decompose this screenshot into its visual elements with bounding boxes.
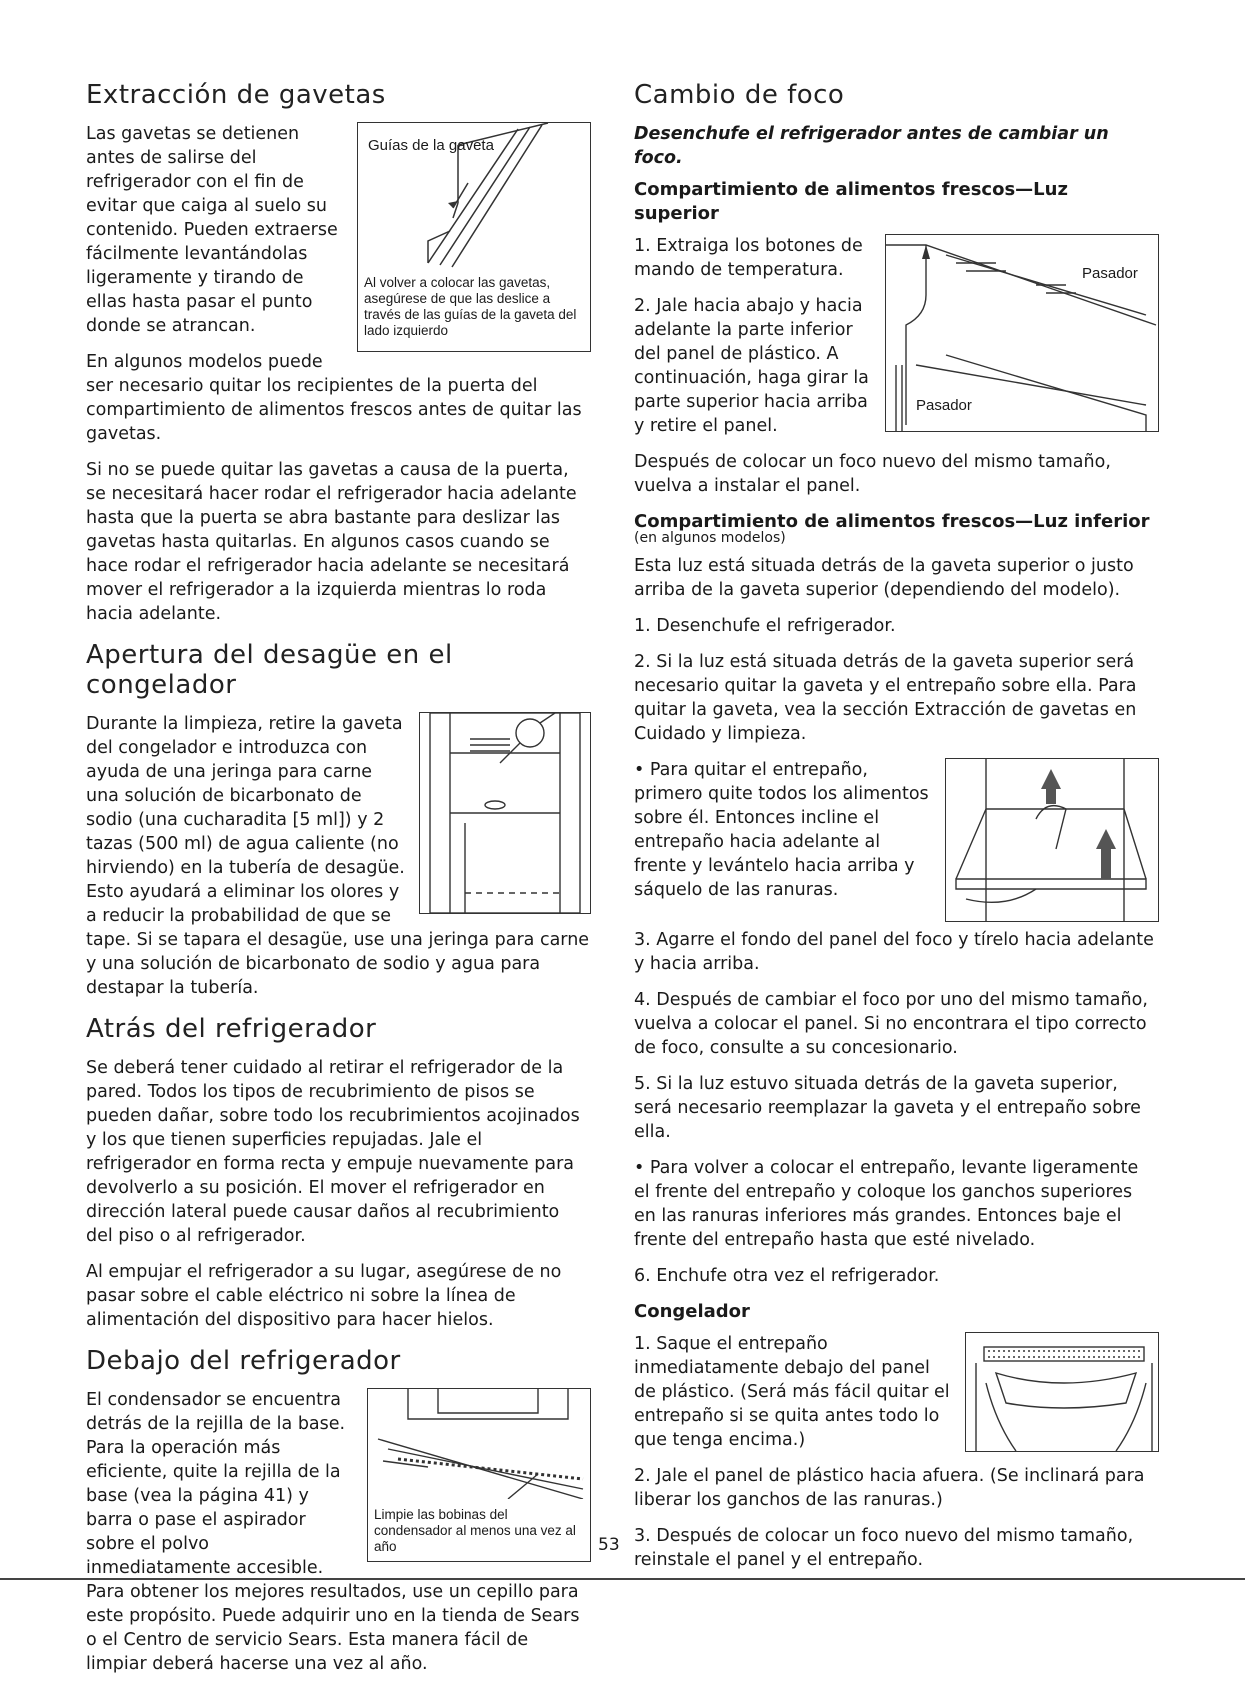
condenser-figure	[367, 1388, 591, 1562]
drawer-guides-figure	[357, 122, 591, 352]
lower-step-1: 1. Desenchufe el refrigerador.	[634, 616, 896, 636]
lower-bullet-1: • Para quitar el entrepaño, primero quite todos los alimentos sobre él. Entonces incline el entrepaño hacia adelante al frente y levántelo hacia arriba y sáquelo de las ranuras.	[634, 760, 929, 900]
upper-after-text: Después de colocar un foco nuevo del mismo tamaño, vuelva a instalar el panel.	[634, 452, 1111, 496]
drain-syringe-illustration	[420, 713, 590, 913]
upper-light-heading: Compartimiento de alimentos frescos—Luz superior	[634, 179, 1068, 224]
freezer-step-3: 3. Después de colocar un foco nuevo del mismo tamaño, reinstale el panel y el entrepaño.	[634, 1526, 1134, 1570]
drain-paragraph-1: Durante la limpieza, retire la gaveta del congelador e introduzca con ayuda de una jeringa para carne una solución de bicarbonato de sodio (una cucharadita [5 ml]) y 2 tazas (500 ml) de agua caliente (no hirviendo) en la tubería de desagüe. Esto ayudará a eliminar los olores y a reducir la probabilidad de que se tape. Si se tapara el desagüe, use una jeringa para carne y una solución de bicarbonato de sodio y agua para destapar la tubería.	[86, 714, 590, 998]
freezer-step-1: 1. Saque el entrepaño inmediatamente debajo del panel de plástico. (Será más fácil quitar el entrepaño si se quita antes todo lo que tenga encima.)	[634, 1334, 950, 1450]
upper-light-figure	[885, 234, 1159, 432]
drawers-paragraph-1: Las gavetas se detienen antes de salirse del refrigerador con el fin de evitar que caiga al suelo su contenido. Pueden extraerse fácilmente levantándolas ligeramente y tirando de ellas hasta pasar el punto donde se atrancan.	[86, 124, 338, 336]
behind-paragraph-1: Se deberá tener cuidado al retirar el refrigerador de la pared. Todos los tipos de recubrimiento de pisos se pueden dañar, sobre todo los recubrimientos acojinados y los que tienen superficies repujadas. Jale el refrigerador en forma recta y empuje nuevamente para devolverlo a su posición. El mover el refrigerador en dirección lateral puede causar daños al recubrimiento del piso o al refrigerador.	[86, 1058, 580, 1246]
lower-step-5: 5. Si la luz estuvo situada detrás de la gaveta superior, será necesario reemplazar la gaveta y el entrepaño sobre ella.	[634, 1074, 1141, 1142]
upper-step-1: 1. Extraiga los botones de mando de temperatura.	[634, 236, 863, 280]
drawers-paragraph-3: Si no se puede quitar las gavetas a causa de la puerta, se necesitará hacer rodar el refrigerador hacia adelante hasta que la puerta se abra bastante para deslizar las gavetas hasta quitarlas. En algunos casos cuando se hace rodar el refrigerador hacia adelante se necesitará mover el refrigerador a la izquierda mientras lo roda hacia adelante.	[86, 460, 577, 624]
right-column	[634, 80, 1159, 1584]
drain-figure	[419, 712, 591, 914]
freezer-shelf-illustration	[966, 1333, 1158, 1451]
shelf-removal-figure	[945, 758, 1159, 922]
shelf-removal-illustration	[946, 759, 1158, 921]
section-title-drain: Apertura del desagüe en el congelador	[86, 640, 453, 700]
under-paragraph-1: El condensador se encuentra detrás de la rejilla de la base. Para la operación más eficiente, quite la rejilla de la base (vea la página 41) y barra o pase el aspirador sobre el polvo inmediatamente accesible. Para obtener los mejores resultados, use un cepillo para este propósito. Puede adquirir uno en la tienda de Sears o el Centro de servicio Sears. Esta manera fácil de limpiar deberá hacerse una vez al año.	[86, 1390, 580, 1674]
lower-step-3: 3. Agarre el fondo del panel del foco y tírelo hacia adelante y hacia arriba.	[634, 930, 1154, 974]
freezer-figure	[965, 1332, 1159, 1452]
drawer-figure-caption: Al volver a colocar las gavetas, asegúrese de que las deslice a través de las guías de la gaveta del lado izquierdo	[364, 275, 577, 338]
freezer-heading: Congelador	[634, 1301, 750, 1322]
drawer-guides-label: Guías de la gaveta	[368, 137, 494, 154]
freezer-step-2: 2. Jale el panel de plástico hacia afuera. (Se inclinará para liberar los ganchos de las ranuras.)	[634, 1466, 1145, 1510]
lower-step-4: 4. Después de cambiar el foco por uno del mismo tamaño, vuelva a colocar el panel. Si no encontrara el tipo correcto de foco, consulte a su concesionario.	[634, 990, 1148, 1058]
unplug-warning: Desenchufe el refrigerador antes de cambiar un foco.	[634, 124, 1109, 168]
section-title-behind: Atrás del refrigerador	[86, 1014, 377, 1044]
condenser-figure-caption: Limpie las bobinas del condensador al menos una vez al año	[374, 1507, 576, 1554]
section-title-drawers: Extracción de gavetas	[86, 80, 386, 110]
lower-pin-label: Pasador	[916, 397, 972, 414]
left-column	[86, 80, 591, 1688]
upper-step-2: 2. Jale hacia abajo y hacia adelante la parte inferior del panel de plástico. A continuación, haga girar la parte superior hacia arriba y retire el panel.	[634, 296, 869, 436]
lower-light-heading: Compartimiento de alimentos frescos—Luz inferior	[634, 511, 1150, 532]
condenser-coils-illustration	[368, 1389, 590, 1499]
lower-light-note: (en algunos modelos)	[634, 530, 786, 546]
behind-paragraph-2: Al empujar el refrigerador a su lugar, asegúrese de no pasar sobre el cable eléctrico ni sobre la línea de alimentación del dispositivo para hacer hielos.	[86, 1262, 562, 1330]
lower-step-6: 6. Enchufe otra vez el refrigerador.	[634, 1266, 940, 1286]
page-number: 53	[598, 1535, 620, 1555]
upper-pin-label: Pasador	[1082, 265, 1138, 282]
lower-step-2: 2. Si la luz está situada detrás de la gaveta superior será necesario quitar la gaveta y el entrepaño sobre ella. Para quitar la gaveta, vea la sección Extracción de gavetas en Cuidado y limpieza.	[634, 652, 1137, 744]
lower-paragraph-1: Esta luz está situada detrás de la gaveta superior o justo arriba de la gaveta superior (dependiendo del modelo).	[634, 556, 1134, 600]
drawers-paragraph-2: En algunos modelos puede ser necesario quitar los recipientes de la puerta del compartimiento de alimentos frescos antes de quitar las gavetas.	[86, 352, 582, 444]
section-title-bulb: Cambio de foco	[634, 80, 845, 110]
bottom-rule	[0, 1578, 1245, 1580]
lower-bullet-2: • Para volver a colocar el entrepaño, levante ligeramente el frente del entrepaño y coloque los ganchos superiores en las ranuras inferiores más grandes. Entonces baje el frente del entrepaño hasta que esté nivelado.	[634, 1158, 1139, 1250]
section-title-under: Debajo del refrigerador	[86, 1346, 401, 1376]
